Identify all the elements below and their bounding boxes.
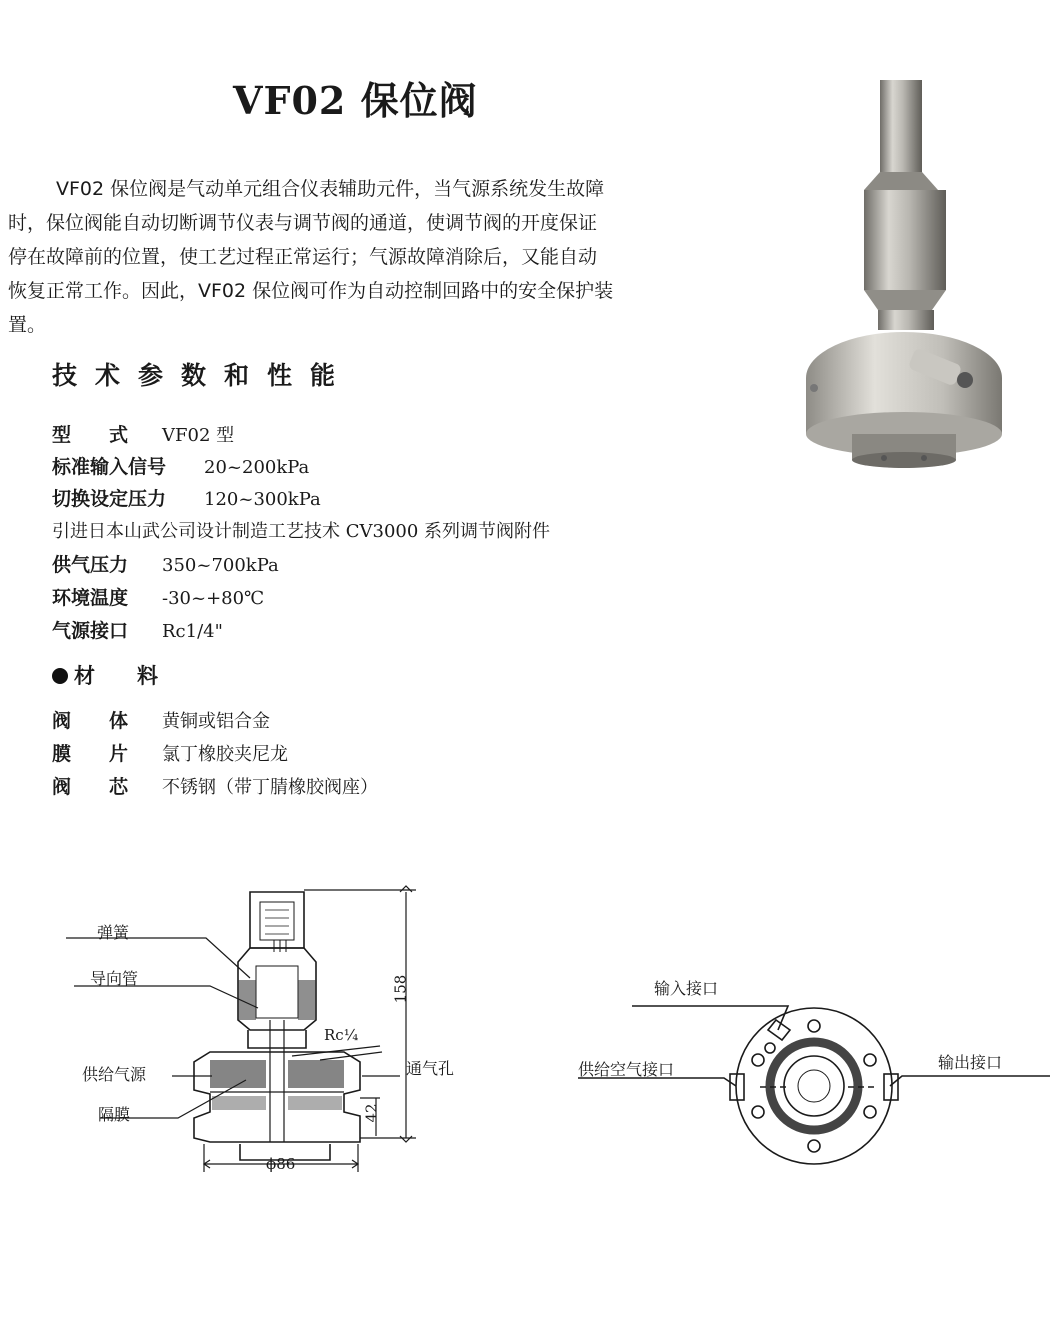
valve-photo	[800, 78, 1010, 478]
spec-label: 切换设定压力	[52, 488, 167, 510]
spec-label: 型 式	[52, 424, 129, 446]
label-thread: Rc¼	[324, 1026, 359, 1044]
label-output-port: 输出接口	[938, 1053, 1003, 1072]
spec-note: 引进日本山武公司设计制造工艺技术 CV3000 系列调节阀附件	[52, 521, 551, 542]
intro-line: 停在故障前的位置，使工艺过程正常运行；气源故障消除后，又能自动	[8, 246, 598, 268]
materials-heading-text: 材 料	[74, 664, 158, 688]
label-guide-tube: 导向管	[90, 969, 139, 988]
label-vent-hole: 通气孔	[406, 1059, 455, 1078]
dimension-diameter: ϕ86	[266, 1155, 296, 1173]
port-layout-diagram	[560, 990, 1055, 1190]
material-row	[52, 706, 270, 733]
spec-row	[52, 616, 223, 643]
spec-label: 环境温度	[52, 587, 129, 609]
spec-row	[52, 452, 309, 479]
spec-row	[52, 420, 234, 447]
label-input-port: 输入接口	[654, 979, 719, 998]
spec-label: 气源接口	[52, 620, 129, 642]
spec-value: -30~+80℃	[162, 588, 265, 609]
spec-label: 供气压力	[52, 554, 129, 576]
material-row	[52, 772, 378, 799]
material-label: 阀 芯	[52, 776, 129, 798]
label-supply-port: 供给空气接口	[578, 1060, 675, 1079]
material-label: 阀 体	[52, 710, 129, 732]
spec-label: 标准输入信号	[52, 456, 167, 478]
material-label: 膜 片	[52, 743, 129, 765]
spec-row	[52, 550, 279, 577]
intro-line: 置。	[8, 314, 47, 336]
intro-line: VF02 保位阀是气动单元组合仪表辅助元件，当气源系统发生故障	[56, 178, 605, 200]
spec-row	[52, 484, 321, 511]
label-spring: 弹簧	[97, 923, 130, 942]
intro-line: 恢复正常工作。因此，VF02 保位阀可作为自动控制回路中的安全保护装	[8, 280, 614, 302]
spec-value: Rc1/4"	[162, 621, 223, 642]
material-value: 不锈钢（带丁腈橡胶阀座）	[162, 777, 378, 798]
material-value: 氯丁橡胶夹尼龙	[162, 744, 288, 765]
intro-line: 时，保位阀能自动切断调节仪表与调节阀的通道，使调节阀的开度保证	[8, 212, 598, 234]
label-diaphragm: 隔膜	[98, 1105, 131, 1124]
spec-value: 120~300kPa	[204, 489, 321, 510]
dimension-base-height: 42	[362, 1103, 381, 1123]
bullet-icon	[52, 668, 68, 684]
spec-row	[52, 583, 264, 610]
intro-paragraph	[8, 172, 706, 342]
spec-value: 20~200kPa	[204, 457, 310, 478]
section-heading-materials	[52, 660, 158, 690]
dimension-height: 158	[391, 974, 410, 1004]
section-heading-tech: 技术参数和性能	[52, 361, 354, 390]
label-supply-source: 供给气源	[82, 1065, 147, 1084]
page-title: VF02 保位阀	[233, 78, 478, 123]
spec-value: 350~700kPa	[162, 555, 279, 576]
material-value: 黄铜或铝合金	[162, 711, 270, 732]
material-row	[52, 739, 288, 766]
spec-value: VF02 型	[162, 425, 235, 446]
